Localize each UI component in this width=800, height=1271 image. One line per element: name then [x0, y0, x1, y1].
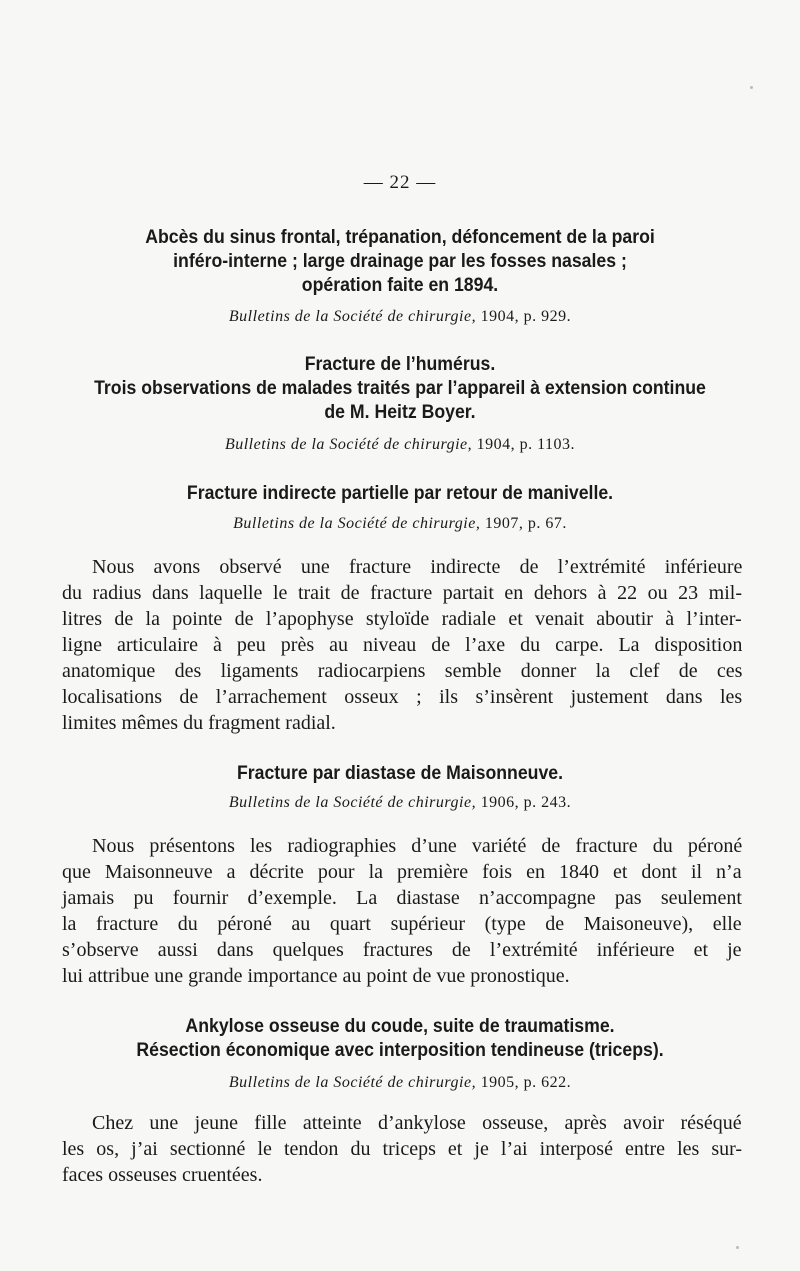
heading-line: opération faite en 1894. — [301, 275, 499, 296]
heading-line: Ankylose osseuse du coude, suite de traumatisme. — [185, 1016, 615, 1037]
section-3-citation — [0, 515, 800, 533]
heading-line: Fracture de l’humérus. — [304, 354, 496, 375]
paragraph-line: s’observe aussi dans quelques fractures de l’extrémité inférieure et je — [62, 939, 742, 961]
paragraph-line: Nous présentons les radiographies d’une variété de fracture du péroné — [92, 835, 743, 857]
section-5-paragraph — [62, 1110, 742, 1188]
citation-reference: 1904, p. 1103. — [476, 436, 576, 453]
paragraph-line: Chez une jeune fille atteinte d’ankylose osseuse, après avoir réséqué — [92, 1112, 742, 1134]
heading-line: Fracture indirecte partielle par retour de manivelle. — [186, 483, 614, 504]
heading-line: de M. Heitz Boyer. — [324, 402, 476, 423]
section-4-citation — [0, 794, 800, 812]
paragraph-line: ligne articulaire à peu près au niveau de l’axe du carpe. La disposition — [62, 634, 743, 656]
heading-line: Trois observations de malades traités par l’appareil à extension continue — [94, 378, 706, 399]
paragraph-line: du radius dans laquelle le trait de fracture partait en dehors à 22 ou 23 mil- — [62, 582, 743, 604]
paragraph-line: Nous avons observé une fracture indirecte de l’extrémité inférieure — [92, 556, 743, 578]
heading-line: Fracture par diastase de Maisonneuve. — [236, 763, 564, 784]
citation-reference: 1905, p. 622. — [480, 1074, 572, 1091]
section-1-heading — [28, 226, 772, 298]
citation-journal: Bulletins de la Société de chirurgie, — [228, 308, 477, 325]
citation-journal: Bulletins de la Société de chirurgie, — [233, 515, 481, 532]
section-1-citation — [0, 308, 800, 326]
paragraph-line: anatomique des ligaments radiocarpiens semble donner la clef de ces — [62, 660, 743, 682]
paragraph-line: localisations de l’arrachement osseux ; ils s’insèrent justement dans les — [62, 686, 743, 708]
paragraph-line: que Maisonneuve a décrite pour la première fois en 1840 et dont il n’a — [62, 861, 742, 883]
section-2-heading — [28, 353, 772, 425]
paragraph-line: les os, j’ai sectionné le tendon du triceps et je l’ai interposé entre les sur- — [62, 1138, 743, 1160]
paper-speck — [736, 1246, 739, 1249]
heading-line: Abcès du sinus frontal, trépanation, défoncement de la paroi — [145, 227, 655, 248]
paragraph-line: la fracture du péroné au quart supérieur (type de Maisoneuve), elle — [62, 913, 742, 935]
section-5-heading — [28, 1015, 772, 1063]
citation-journal: Bulletins de la Société de chirurgie, — [228, 794, 477, 811]
paragraph-line: jamais pu fournir d’exemple. La diastase n’accompagne pas seulement — [62, 887, 742, 909]
paper-speck — [750, 86, 753, 89]
citation-reference: 1907, p. 67. — [484, 515, 567, 532]
paragraph-line: limites mêmes du fragment radial. — [62, 712, 336, 734]
heading-line: Résection économique avec interposition tendineuse (triceps). — [136, 1040, 664, 1061]
section-4-heading — [28, 762, 772, 786]
citation-reference: 1906, p. 243. — [480, 794, 572, 811]
citation-journal: Bulletins de la Société de chirurgie, — [224, 436, 473, 453]
section-3-paragraph — [62, 554, 742, 736]
page-number: — 22 — — [363, 172, 437, 193]
section-4-paragraph — [62, 833, 742, 989]
paragraph-line: faces osseuses cruentées. — [62, 1164, 263, 1186]
citation-reference: 1904, p. 929. — [480, 308, 572, 325]
section-5-citation — [0, 1074, 800, 1092]
section-3-heading — [28, 482, 772, 506]
section-2-citation — [0, 436, 800, 454]
heading-line: inféro-interne ; large drainage par les fosses nasales ; — [173, 251, 627, 272]
paragraph-line: lui attribue une grande importance au point de vue pronostique. — [62, 965, 570, 987]
paragraph-line: litres de la pointe de l’apophyse styloïde radiale et venait aboutir à l’inter- — [62, 608, 742, 630]
citation-journal: Bulletins de la Société de chirurgie, — [228, 1074, 477, 1091]
